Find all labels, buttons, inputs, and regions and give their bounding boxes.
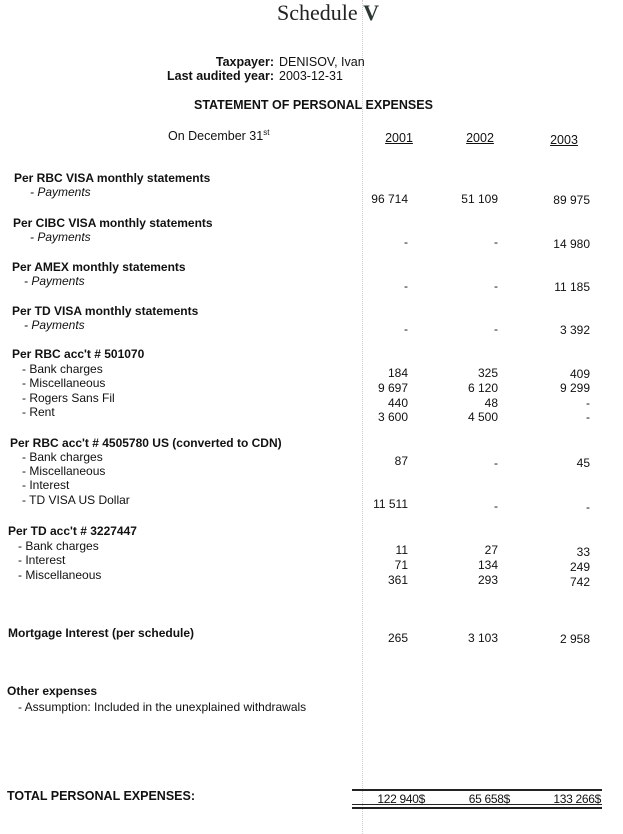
total-2003: 133 266$ — [553, 792, 601, 806]
item-label: - Miscellaneous — [22, 464, 106, 478]
value-2001: 9 697 — [377, 381, 408, 395]
item-label: - Bank charges — [22, 362, 103, 376]
value-2003: 89 975 — [553, 193, 590, 207]
total-2002: 65 658$ — [468, 792, 510, 806]
section-title: Per AMEX monthly statements — [12, 260, 186, 274]
value-2003: 14 980 — [553, 237, 590, 251]
value-2003: 3 392 — [559, 323, 590, 337]
value-2003: - — [586, 396, 590, 410]
value-2001: 87 — [394, 454, 408, 468]
value-2003: 45 — [576, 456, 590, 470]
year-header-2003: 2003 — [550, 133, 578, 147]
value-2001: 11 — [395, 543, 408, 557]
value-2001: 96 714 — [371, 192, 408, 206]
value-2002: 293 — [477, 573, 498, 587]
value-2001: 71 — [394, 558, 408, 572]
other-expenses-note: - Assumption: Included in the unexplained withdrawals — [18, 700, 307, 714]
value-2002: - — [494, 456, 498, 470]
value-2002: 4 500 — [467, 410, 498, 424]
mortgage-2001: 265 — [387, 631, 408, 645]
total-rule-double-2 — [352, 807, 602, 809]
statement-heading: STATEMENT OF PERSONAL EXPENSES — [194, 98, 433, 112]
item-label: - Miscellaneous — [22, 376, 106, 390]
value-2003: 33 — [576, 545, 590, 559]
section-title: Per RBC acc't # 4505780 US (converted to CDN) — [10, 436, 282, 450]
value-2003: 742 — [569, 575, 590, 589]
total-label: TOTAL PERSONAL EXPENSES: — [7, 789, 196, 803]
value-2002: 48 — [484, 396, 498, 410]
value-2003: - — [586, 410, 590, 424]
value-2002: - — [494, 322, 498, 336]
title-numeral: V — [363, 0, 380, 25]
mortgage-label: Mortgage Interest (per schedule) — [8, 626, 195, 640]
value-2003: 11 185 — [554, 280, 590, 294]
section-title: Per CIBC VISA monthly statements — [13, 216, 213, 230]
item-label: - Rogers Sans Fil — [22, 391, 115, 405]
item-label: - Miscellaneous — [18, 568, 102, 582]
value-2002: 6 120 — [467, 381, 498, 395]
value-2002: 51 109 — [461, 192, 498, 206]
as-of-text: On December 31 — [168, 129, 264, 144]
value-2001: - — [404, 235, 408, 249]
item-label: - Bank charges — [22, 450, 103, 464]
audited-label: Last audited year: — [167, 69, 274, 83]
schedule-title — [277, 0, 379, 26]
total-2001: 122 940$ — [377, 792, 425, 806]
value-2001: 184 — [387, 366, 408, 380]
item-label: - Payments — [24, 274, 85, 288]
value-2003: 9 299 — [559, 381, 590, 395]
item-label: - TD VISA US Dollar — [22, 493, 130, 507]
value-2002: 134 — [477, 558, 498, 572]
mortgage-2003: 2 958 — [559, 632, 590, 646]
section-title: Per RBC VISA monthly statements — [14, 171, 211, 185]
value-2002: - — [494, 279, 498, 293]
item-label: - Payments — [24, 318, 85, 332]
value-2001: 11 511 — [373, 497, 408, 511]
value-2001: 3 600 — [377, 410, 408, 424]
value-2001: - — [404, 322, 408, 336]
item-label: - Rent — [22, 405, 55, 419]
value-2001: 361 — [387, 573, 408, 587]
year-header-2002: 2002 — [466, 131, 494, 145]
item-label: - Payments — [30, 230, 91, 244]
taxpayer-label: Taxpayer: — [215, 55, 274, 69]
value-2001: - — [404, 279, 408, 293]
section-title: Per TD acc't # 3227447 — [8, 524, 137, 538]
item-label: - Payments — [30, 185, 91, 199]
year-header-2001: 2001 — [385, 131, 413, 145]
other-expenses-title: Other expenses — [7, 684, 98, 698]
value-2003: - — [586, 500, 590, 514]
total-rule-double-1 — [352, 804, 602, 805]
as-of-date — [168, 128, 269, 143]
value-2002: - — [494, 499, 498, 513]
total-rule-top — [352, 789, 602, 791]
mortgage-2002: 3 103 — [467, 631, 498, 645]
taxpayer-value: DENISOV, Ivan — [279, 55, 365, 69]
item-label: - Bank charges — [18, 539, 99, 553]
value-2002: - — [494, 235, 498, 249]
value-2003: 249 — [569, 560, 590, 574]
value-2001: 440 — [387, 396, 408, 410]
audited-value: 2003-12-31 — [279, 69, 343, 83]
item-label: - Interest — [18, 553, 66, 567]
title-text: Schedule — [277, 0, 358, 25]
item-label: - Interest — [22, 478, 70, 492]
section-title: Per TD VISA monthly statements — [12, 304, 199, 318]
value-2003: 409 — [569, 367, 590, 381]
as-of-sup: st — [263, 128, 270, 137]
section-title: Per RBC acc't # 501070 — [12, 347, 145, 361]
value-2002: 325 — [477, 366, 498, 380]
value-2002: 27 — [484, 543, 498, 557]
